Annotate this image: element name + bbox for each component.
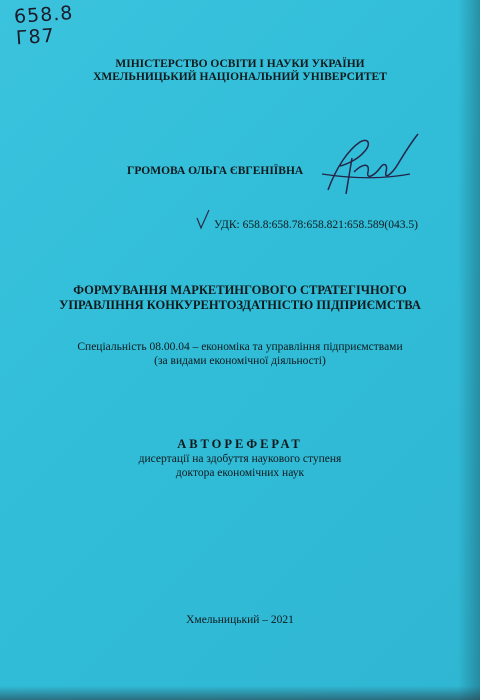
signature-icon bbox=[318, 128, 428, 208]
checkmark-icon bbox=[195, 208, 211, 230]
specialty-line1: Спеціальність 08.00.04 – економіка та управління підприємствами bbox=[77, 341, 403, 353]
university-name: ХМЕЛЬНИЦЬКИЙ НАЦІОНАЛЬНИЙ УНІВЕРСИТЕТ bbox=[93, 71, 387, 83]
dissertation-title-line1: ФОРМУВАННЯ МАРКЕТИНГОВОГО СТРАТЕГІЧНОГО bbox=[73, 283, 407, 297]
abstract-label: АВТОРЕФЕРАТ bbox=[177, 437, 303, 451]
ministry-name: МІНІСТЕРСТВО ОСВІТИ І НАУКИ УКРАЇНИ bbox=[115, 58, 365, 70]
udk-code: УДК: 658.8:658.78:658.821:658.589(043.5) bbox=[214, 219, 418, 231]
dissertation-title-line2: УПРАВЛІННЯ КОНКУРЕНТОЗДАТНІСТЮ ПІДПРИЄМСТВА bbox=[59, 298, 421, 312]
page-bottom-shadow bbox=[0, 686, 480, 700]
author-name: ГРОМОВА ОЛЬГА ЄВГЕНІЇВНА bbox=[127, 165, 304, 177]
handwritten-author-mark: Г87 bbox=[15, 24, 56, 50]
abstract-purpose-line2: доктора економічних наук bbox=[175, 467, 305, 479]
specialty-line2: (за видами економічної діяльності) bbox=[154, 355, 326, 367]
place-and-year: Хмельницький – 2021 bbox=[186, 614, 294, 626]
abstract-purpose-line1: дисертації на здобуття наукового ступеня bbox=[138, 453, 342, 465]
handwritten-class-number: 658.8 bbox=[13, 1, 75, 29]
